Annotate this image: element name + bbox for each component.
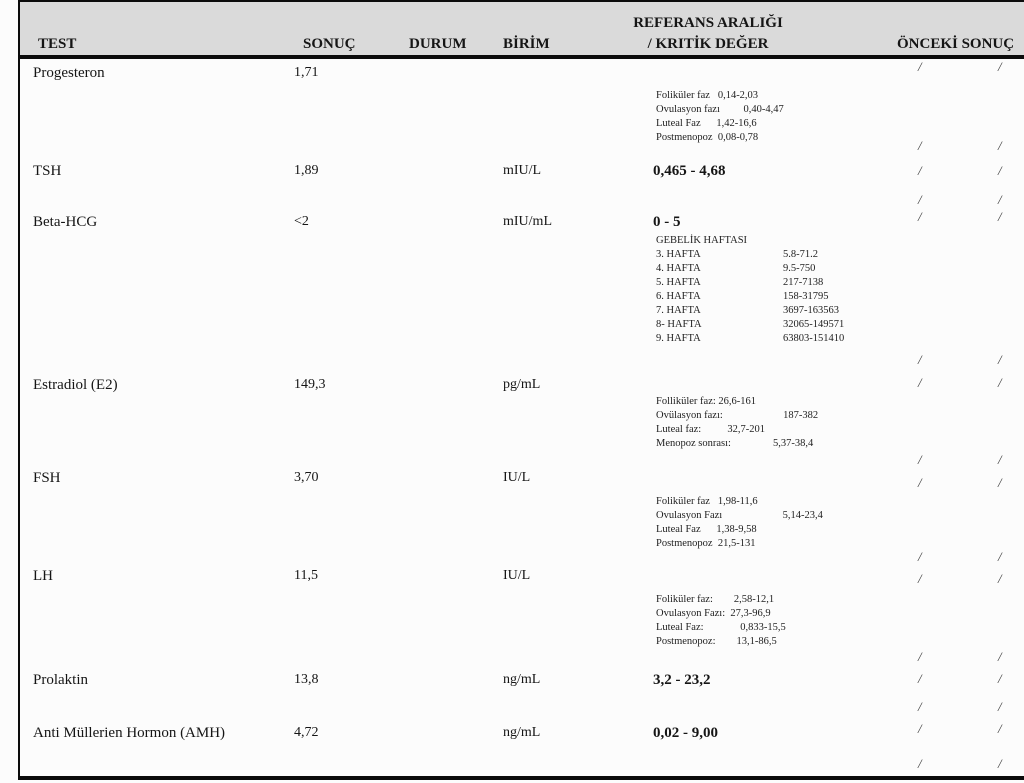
reference-detail-line: Luteal Faz 1,38-9,58 <box>656 524 757 535</box>
previous-result-placeholder: / <box>998 549 1002 564</box>
reference-detail-line: Foliküler faz: 2,58-12,1 <box>656 594 775 605</box>
header-bottom-rule <box>20 55 1024 59</box>
previous-result-placeholder: / <box>918 59 922 74</box>
test-row <box>0 65 1024 85</box>
test-name: FSH <box>33 470 61 486</box>
pregnancy-week-row <box>656 248 844 262</box>
column-header-status: DURUM <box>409 36 467 52</box>
unit-value: ng/mL <box>503 725 541 740</box>
reference-range: 3,2 - 23,2 <box>653 672 711 688</box>
test-row <box>0 672 1024 692</box>
pregnancy-week-range: 5.8-71.2 <box>783 249 818 260</box>
previous-result-placeholder: / <box>918 699 922 714</box>
reference-detail-line: Ovülasyon fazı: 187-382 <box>656 410 819 421</box>
pregnancy-week-label: 4. HAFTA <box>656 263 701 274</box>
reference-detail-line: Foliküler faz 1,98-11,6 <box>656 496 758 507</box>
result-value: 1,71 <box>294 65 319 80</box>
pregnancy-week-row <box>656 262 844 276</box>
test-row <box>0 568 1024 588</box>
bottom-border-rule <box>18 776 1024 780</box>
result-value: 4,72 <box>294 725 319 740</box>
result-value: <2 <box>294 214 309 229</box>
reference-detail-line: Ovulasyon Fazı: 27,3-96,9 <box>656 608 771 619</box>
unit-value: ng/mL <box>503 672 541 687</box>
previous-result-placeholder: / <box>918 475 922 490</box>
pregnancy-week-row <box>656 318 844 332</box>
previous-result-placeholder: / <box>918 721 922 736</box>
previous-result-placeholder: / <box>918 352 922 367</box>
result-value: 11,5 <box>294 568 318 583</box>
previous-result-placeholder: / <box>998 375 1002 390</box>
reference-range: 0 - 5 <box>653 214 681 230</box>
pregnancy-week-row <box>656 276 844 290</box>
previous-result-placeholder: / <box>998 721 1002 736</box>
reference-detail-line: Postmenopoz: 13,1-86,5 <box>656 636 777 647</box>
column-header-result: SONUÇ <box>303 36 356 52</box>
reference-details <box>656 395 818 451</box>
column-header-reference <box>610 13 806 55</box>
previous-result-placeholder: / <box>998 671 1002 686</box>
result-value: 3,70 <box>294 470 319 485</box>
reference-range: 0,02 - 9,00 <box>653 725 718 741</box>
previous-result-placeholder: / <box>998 59 1002 74</box>
previous-result-placeholder: / <box>998 452 1002 467</box>
previous-result-placeholder: / <box>918 375 922 390</box>
reference-detail-line: Luteal Faz 1,42-16,6 <box>656 118 757 129</box>
reference-details <box>656 593 786 649</box>
reference-detail-line: Postmenopoz 0,08-0,78 <box>656 132 759 143</box>
pregnancy-week-range: 9.5-750 <box>783 263 816 274</box>
previous-result-placeholder: / <box>918 209 922 224</box>
previous-result-placeholder: / <box>918 192 922 207</box>
previous-result-placeholder: / <box>918 138 922 153</box>
result-value: 1,89 <box>294 163 319 178</box>
previous-result-placeholder: / <box>918 571 922 586</box>
previous-result-placeholder: / <box>998 192 1002 207</box>
pregnancy-week-row <box>656 304 844 318</box>
reference-detail-line: Ovulasyon fazı 0,40-4,47 <box>656 104 784 115</box>
test-name: Beta-HCG <box>33 214 98 230</box>
pregnancy-week-label: 7. HAFTA <box>656 305 701 316</box>
previous-result-placeholder: / <box>998 163 1002 178</box>
previous-result-placeholder: / <box>998 475 1002 490</box>
unit-value: mIU/L <box>503 163 542 178</box>
pregnancy-week-range: 63803-151410 <box>783 333 845 344</box>
pregnancy-week-range: 217-7138 <box>783 277 824 288</box>
unit-value: mIU/mL <box>503 214 552 229</box>
pregnancy-week-label: 3. HAFTA <box>656 249 701 260</box>
previous-result-placeholder: / <box>998 138 1002 153</box>
test-name: Estradiol (E2) <box>33 377 118 393</box>
previous-result-placeholder: / <box>918 452 922 467</box>
test-row <box>0 214 1024 234</box>
reference-detail-line: Menopoz sonrası: 5,37-38,4 <box>656 438 814 449</box>
pregnancy-week-label: 8- HAFTA <box>656 319 702 330</box>
reference-detail-line: Foliküler faz 0,14-2,03 <box>656 90 759 101</box>
pregnancy-week-range: 158-31795 <box>783 291 829 302</box>
reference-detail-line: Postmenopoz 21,5-131 <box>656 538 756 549</box>
reference-details <box>656 89 784 145</box>
pregnancy-week-row <box>656 332 844 346</box>
test-name: Progesteron <box>33 65 105 81</box>
previous-result-placeholder: / <box>918 756 922 771</box>
test-name: TSH <box>33 163 62 179</box>
previous-result-placeholder: / <box>998 352 1002 367</box>
reference-detail-line: Luteal faz: 32,7-201 <box>656 424 766 435</box>
reference-detail-line: Luteal Faz: 0,833-15,5 <box>656 622 786 633</box>
column-header-previous-results: ÖNCEKİ SONUÇ <box>897 36 1015 52</box>
column-header-reference-line2: / KRITİK DEĞER <box>647 36 769 52</box>
previous-result-placeholder: / <box>918 649 922 664</box>
pregnancy-week-range: 32065-149571 <box>783 319 845 330</box>
previous-result-placeholder: / <box>998 649 1002 664</box>
pregnancy-table-title: GEBELİK HAFTASI <box>656 235 748 246</box>
previous-result-placeholder: / <box>918 671 922 686</box>
pregnancy-week-range: 3697-163563 <box>783 305 839 316</box>
column-header-test: TEST <box>38 36 77 52</box>
reference-details <box>656 495 823 551</box>
pregnancy-week-label: 6. HAFTA <box>656 291 701 302</box>
previous-result-placeholder: / <box>998 699 1002 714</box>
unit-value: pg/mL <box>503 377 541 392</box>
test-name: Anti Müllerien Hormon (AMH) <box>33 725 226 741</box>
test-row <box>0 163 1024 183</box>
unit-value: IU/L <box>503 470 531 485</box>
result-value: 13,8 <box>294 672 319 687</box>
pregnancy-week-table <box>656 234 844 346</box>
reference-detail-line: Folliküler faz: 26,6-161 <box>656 396 757 407</box>
pregnancy-week-label: 5. HAFTA <box>656 277 701 288</box>
pregnancy-week-label: 9. HAFTA <box>656 333 701 344</box>
previous-result-placeholder: / <box>998 571 1002 586</box>
result-value: 149,3 <box>294 377 326 392</box>
previous-result-placeholder: / <box>998 209 1002 224</box>
reference-detail-line: Ovulasyon Fazı 5,14-23,4 <box>656 510 823 521</box>
previous-result-placeholder: / <box>998 756 1002 771</box>
test-row <box>0 470 1024 490</box>
previous-result-placeholder: / <box>918 163 922 178</box>
test-name: Prolaktin <box>33 672 88 688</box>
test-row <box>0 377 1024 397</box>
reference-range: 0,465 - 4,68 <box>653 163 726 179</box>
pregnancy-week-row <box>656 290 844 304</box>
test-name: LH <box>33 568 53 584</box>
previous-result-placeholder: / <box>918 549 922 564</box>
unit-value: IU/L <box>503 568 531 583</box>
test-row <box>0 725 1024 745</box>
column-header-reference-line1: REFERANS ARALIĞI <box>633 15 783 31</box>
column-header-unit: BİRİM <box>503 36 550 52</box>
